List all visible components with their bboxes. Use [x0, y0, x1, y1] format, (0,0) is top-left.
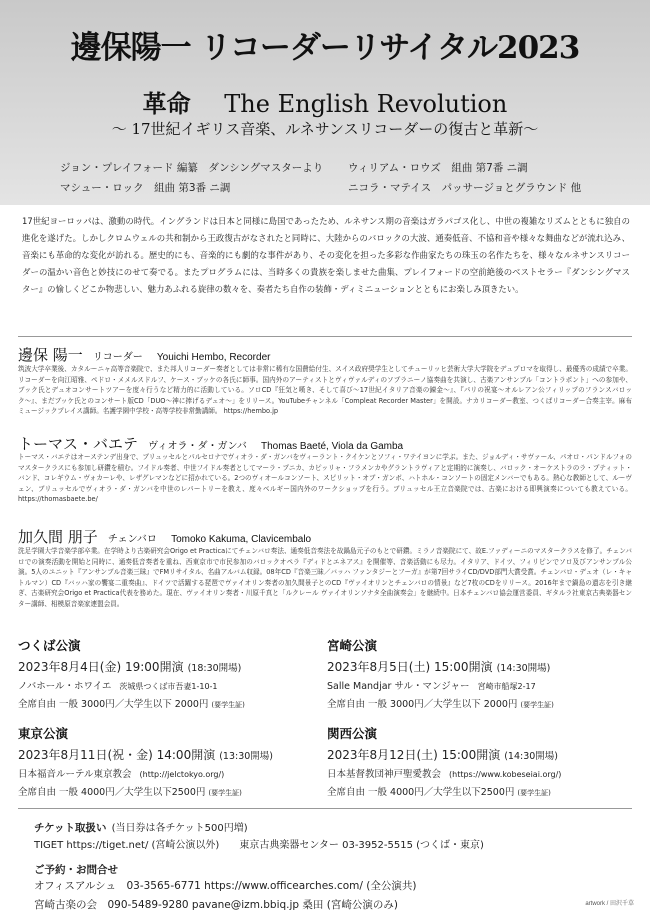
venue-price [18, 696, 245, 710]
tagline: 〜 17世紀イギリス音楽、ルネサンスリコーダーの復古と革新〜 [111, 120, 539, 138]
venue-date [327, 746, 558, 763]
venue-price-note: (要学生証) [517, 789, 551, 797]
venue-open: (13:30開場) [219, 751, 274, 762]
venue-place-name: 日本基督教団神戸聖愛教会 [327, 769, 442, 780]
venue-place [327, 678, 536, 692]
venue-open: (14:30開場) [496, 663, 551, 674]
performer-heading [18, 433, 403, 454]
venue-date-text: 2023年8月4日(金) 19:00開演 [18, 660, 184, 674]
performer-bio: 洗足学園大学音楽学部卒業。在学時より古楽研究会Origo et Practicaにてチェンバロ奏法、通奏低音奏法を故鍋島元子のもとで研鑽。ミラノ音楽院にて、故E.ファディーニのマスタークラスを修了。チェンバロでの演奏活動を開始と同時に、通奏低音奏者を重ね、西東京市で市民参加のバロックオペラ『ディドとエネアス』を開催等、音楽活動にも尽力。イタリア、ドイツ、フィリピンでソロ及びアンサンブル公演。5人のユニット『アンサンブル音楽三昧』でFMリサイタル、名曲アルバム収録。08年CD『音楽三昧／バッハ ファンタジーとフーガ』が第7回サライCD/DVD部門大賞受賞。チェンバロ・デュオ（レ・キャトルマン）CD『バッハ家の饗宴二重奏曲』、ドイツで活躍する琵琶でヴァイオリン奏者の加久間景子とのCD『ヴァイオリンとチェンバロの情景』など7枚のCDをリリース。2016年まで鍋島の遺志を引き継ぎ、古楽研究会Origo et Practica代表を務めた。現在、ヴァイオリン奏者・川原千真と「ルクレール ヴァイオリンソナタ全曲演奏会」を継続中。日本チェンバロ協会運営委員、ギタルラ社東京古典楽器センター講師、相模原音楽家連盟会員。 [18, 547, 632, 608]
venue-place [327, 766, 561, 780]
divider [18, 336, 632, 337]
venue-title: 関西公演 [327, 726, 378, 741]
program-item: ウィリアム・ロウズ 組曲 第7番 ニ調 [348, 162, 528, 174]
performer-heading [18, 526, 311, 547]
page-title: 邊保陽一 リコーダーリサイタル2023 [70, 30, 580, 66]
venue-price-text: 全席自由 一般 3000円／大学生以下 2000円 [327, 699, 518, 710]
contact-heading [34, 858, 118, 877]
venue-address: (https://www.kobeseiai.org/) [449, 770, 562, 779]
performer-bio: トーマス・バエテはオーステンデ出身で、ブリュッセルとパルセロナでヴィオラ・ダ・ガンバをヴィーラント・クイケンとソフィ・ワテイヨンに学ぶ。また、ジョルディ・サヴァール、パオロ・パンドルフォのマスタークラスにも参加し研鑽を積む。フイドル奏者、中世フイドル奏者としてマーラ・プニカ、カピッリャ・フラメンカやグラントラヴィアと定期的に演奏し、バロック・オーケストラのラ・プティット・バンド、コレギウム・ヴォカーレや、レザグレマンなどに招かれている。2つのヴィオールコンソート、スピリット・オブ・ガンボ、ハトホル・コンソートの固定メンバーでもある。熱心な教師として、ルーヴェン、ブリュッセルでヴィオラ・ダ・ガンバを中世のレパートリーを教え、度々ベルギー国内外のワークショップを行う。ブリュッセル王立音楽院では、古楽における即興演奏についても教えている。 https://thomasbaete.be/ [18, 453, 632, 503]
venue-price-text: 全席自由 一般 4000円／大学生以下2500円 [18, 787, 206, 798]
venue-price-note: (要学生証) [208, 789, 242, 797]
performer-name: トーマス・バエテ [18, 435, 139, 453]
performer-heading [18, 344, 270, 365]
venue-date [18, 658, 241, 675]
contact-line: 宮崎古楽の会 090-5489-9280 pavane@izm.bbiq.jp 桑田 (宮崎公演のみ) [34, 899, 398, 911]
venue-date-text: 2023年8月11日(祝・金) 14:00開演 [18, 748, 216, 762]
ticket-heading [34, 816, 248, 835]
venue-price [327, 784, 551, 798]
ticket-line: TIGET https://tiget.net/ (宮崎公演以外) 東京古典楽器センター 03-3952-5515 (つくば・東京) [34, 840, 484, 851]
performer-role: ヴィオラ・ダ・ガンバ [148, 441, 247, 452]
contact-line: オフィスアルシュ 03-3565-6771 https://www.officearches.com/ (全公演共) [34, 880, 417, 892]
venue-place-name: ノバホール・ホワイエ [18, 681, 112, 692]
venue-address: 茨城県つくば市吾妻1-10-1 [119, 682, 218, 691]
venue-place-name: 日本福音ルーテル東京教会 [18, 769, 132, 780]
concert-subtitle [0, 84, 650, 119]
artwork-credit: artwork / 田沢千草 [585, 901, 634, 907]
venue-open: (18:30開場) [187, 663, 242, 674]
venue-date [327, 658, 550, 675]
performer-role: リコーダー [92, 352, 143, 363]
venue-date-text: 2023年8月5日(土) 15:00開演 [327, 660, 493, 674]
venue-title: 東京公演 [18, 726, 69, 741]
performer-bio: 筑波大学卒業後、カタルーニャ高等音楽院で、また邦人リコーダー奏者としては非常に稀有な国費給付生、スイス政府奨学生としてチューリッヒ芸術大学大学院をデュプロマを取得し、最優秀の成績で卒業。リコーダーを向江昭雅、ペドロ・メメルスドルフ、ケース・ブッケの各氏に師事。国内外のアーティストとヴィヴァルディのソプラニーノ協奏曲を共演し、古楽アンサンブル「コントラポント」への参加や、ブック氏とデュオコンサートツアーを度々行うなど精力的に活動している。ソロCD『狂気と嘆き、そして喜び〜17世紀イタリア音楽の錬金〜』、『パリの祝宴〜オルレアン公フィリップのフランスバロック〜』、まだブッケ氏とのコンサート版CD「DUO〜神に捧げるデュオ〜」をリリース。YouTubeチャンネル「Compleat Recorder Master」を開設。ナカリコーダー教室、つくばリコーダー合奏主宰。麻布ミュージックプレイス講師。名護学園中学校・高等学校非常勤講師。 https://hembo.jp [18, 365, 632, 415]
venue-price-text: 全席自由 一般 4000円／大学生以下2500円 [327, 787, 515, 798]
header-banner [0, 0, 650, 205]
venue-address: (http://jelctokyo.org/) [139, 770, 225, 779]
performer-name: 加久間 朋子 [18, 528, 98, 546]
ticket-heading-note: (当日券は各チケット500円増) [111, 823, 248, 834]
intro-text: 17世紀ヨーロッパは、激動の時代。イングランドは日本と同様に島国であったため、ルネサンス期の音楽はガラパゴス化し、中世の複雑なリズムとともに独自の進化を遂げた。しかしクロムウェルの共和制から王政復古がなされたと同時に、大陸からのバロックの大波、通奏低音、不協和音や様々な舞曲などが流れ込み、音楽にも革命的な変化が訪れる。歴史的にも、音楽的にも劇的な事件があり、その変化を担った多彩な作曲家たちの珠玉の名作たちを、様々なルネサンスリコーダーの温かい音色と妙技にのせて奏でる。またプログラムには、当時多くの貴族を楽しませた曲集、プレイフォードの空前絶後のベストセラー『ダンシングマスター』の愉しくどこか物悲しい、魅力あふれる旋律の数々を、奏者たち自作の装飾・ディミニューションとともにお楽しみ頂きたい。 [22, 216, 630, 294]
venue-title: 宮崎公演 [327, 638, 378, 653]
venue-price [327, 696, 554, 710]
venue-price-note: (要学生証) [520, 701, 554, 709]
venue-price-text: 全席自由 一般 3000円／大学生以下 2000円 [18, 699, 209, 710]
venue-price [18, 784, 242, 798]
subtitle-english: The English Revolution [224, 90, 508, 118]
ticket-heading-text: チケット取扱い [34, 822, 107, 834]
performer-name-en: Thomas Baeté, Viola da Gamba [261, 441, 404, 452]
performer-name-en: Youichi Hembo, Recorder [156, 352, 271, 363]
contact-heading-text: ご予約・お問合せ [34, 864, 118, 876]
venue-place-name: Salle Mandjar サル・マンジャー [327, 681, 470, 692]
venue-place [18, 678, 218, 692]
program-item: マシュー・ロック 組曲 第3番 ニ調 [60, 182, 231, 194]
program-item: ニコラ・マテイス パッサージョとグラウンド 他 [348, 182, 582, 194]
venue-price-note: (要学生証) [211, 701, 245, 709]
subtitle-japanese: 革命 [142, 89, 191, 118]
performer-name: 邊保 陽一 [18, 346, 83, 364]
performer-name-en: Tomoko Kakuma, Clavicembalo [171, 534, 312, 545]
program-item: ジョン・プレイフォード 編纂 ダンシングマスターより [60, 162, 324, 174]
venue-place [18, 766, 224, 780]
venue-date-text: 2023年8月12日(土) 15:00開演 [327, 748, 501, 762]
venue-date [18, 746, 273, 763]
divider [18, 808, 632, 809]
venue-title: つくば公演 [18, 638, 81, 653]
venue-open: (14:30開場) [504, 751, 559, 762]
venue-address: 宮崎市船塚2-17 [477, 682, 536, 691]
performer-role: チェンバロ [107, 534, 157, 545]
